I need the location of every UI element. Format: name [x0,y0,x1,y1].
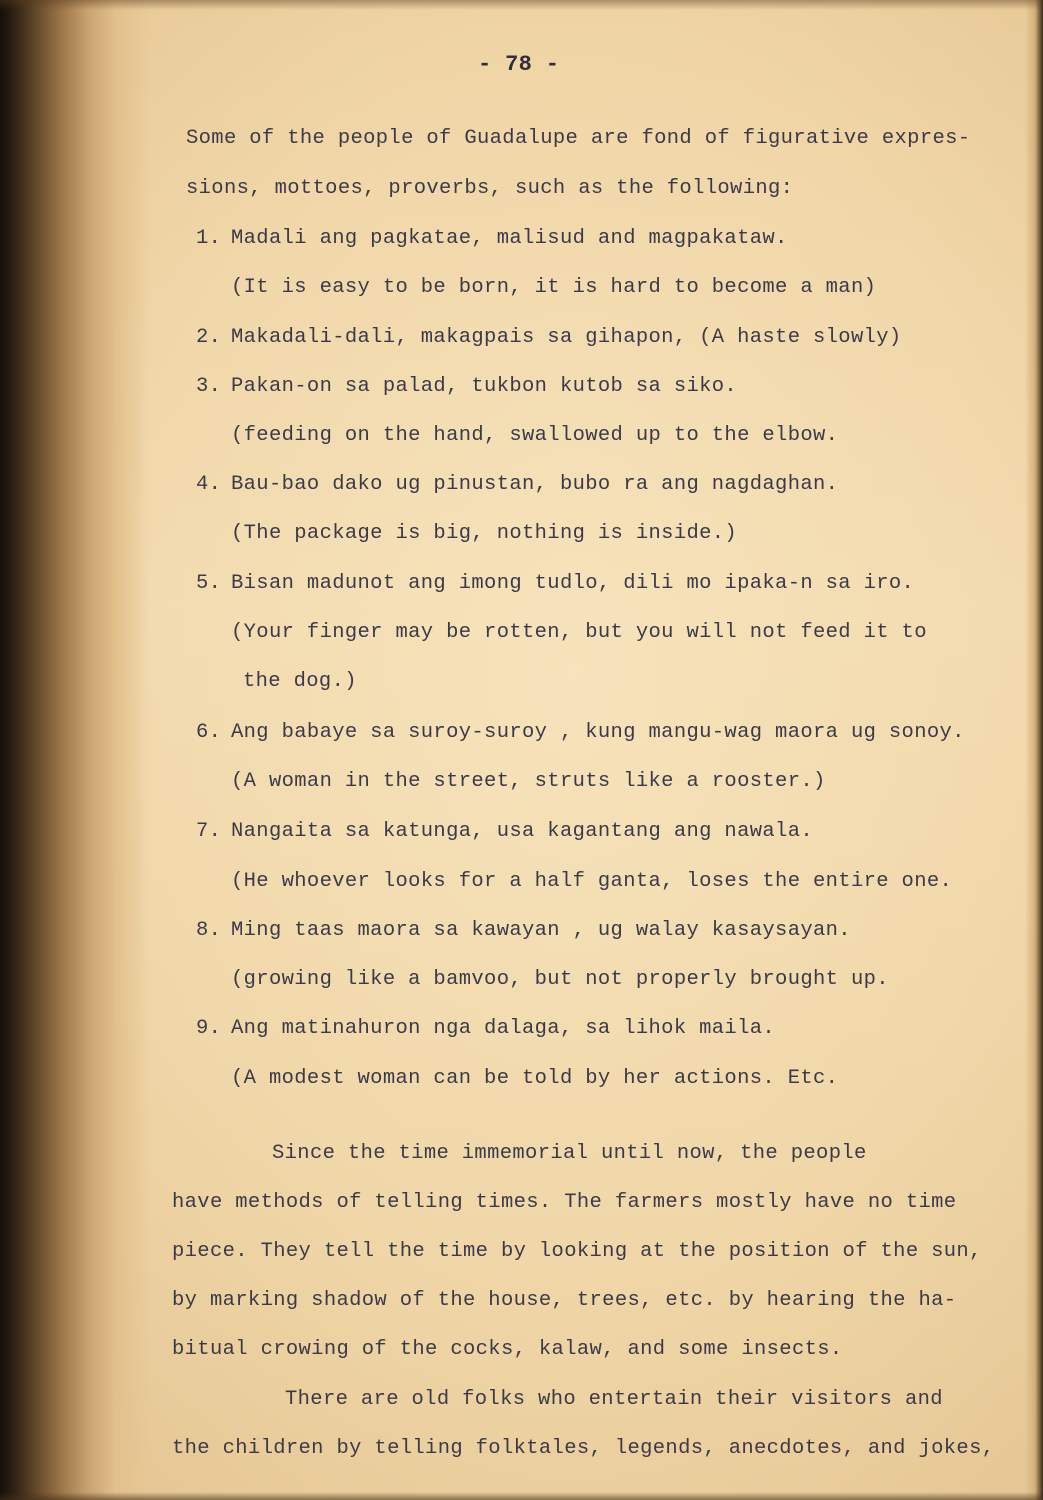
paragraph-line: bitual crowing of the cocks, kalaw, and some insects. [172,1338,843,1361]
proverb-translation: (He whoever looks for a half ganta, loses the entire one. [231,870,953,893]
proverb-text: Bisan madunot ang imong tudlo, dili mo ipaka-n sa iro. [231,572,915,595]
proverb-number: 5. [196,572,222,595]
proverb-translation: (Your finger may be rotten, but you will not feed it to [231,621,927,644]
paragraph-line: have methods of telling times. The farmers mostly have no time [172,1191,957,1214]
proverb-translation: (It is easy to be born, it is hard to become a man) [231,276,877,299]
proverb-text: Nangaita sa katunga, usa kagantang ang nawala. [231,820,813,843]
paragraph-line: There are old folks who entertain their visitors and [285,1388,943,1411]
proverb-translation: (feeding on the hand, swallowed up to the elbow. [231,424,839,447]
proverb-number: 2. [196,326,222,349]
intro-line: sions, mottoes, proverbs, such as the following: [186,177,794,200]
page-right-edge [1025,0,1043,1500]
proverb-text: Bau-bao dako ug pinustan, bubo ra ang nagdaghan. [231,473,839,496]
proverb-text: Ang babaye sa suroy-suroy , kung mangu-wag maora ug sonoy. [231,721,965,744]
paragraph-line: Since the time immemorial until now, the people [272,1142,867,1165]
proverb-text: Madali ang pagkatae, malisud and magpakataw. [231,227,788,250]
intro-line: Some of the people of Guadalupe are fond of figurative expres- [186,127,971,150]
page-number: - 78 - [478,52,560,77]
proverb-number: 4. [196,473,222,496]
paragraph-line: piece. They tell the time by looking at the position of the sun, [172,1240,982,1263]
page-bottom-edge [0,1492,1043,1500]
proverb-translation: (A modest woman can be told by her actions. Etc. [231,1067,839,1090]
book-binding-shadow [0,0,150,1500]
proverb-number: 9. [196,1017,222,1040]
proverb-text: Ang matinahuron nga dalaga, sa lihok maila. [231,1017,776,1040]
proverb-number: 6. [196,721,222,744]
page-top-edge [0,0,1043,10]
proverb-translation: (The package is big, nothing is inside.) [231,522,738,545]
paragraph-line: the children by telling folktales, legends, anecdotes, and jokes, [172,1437,995,1460]
paragraph-line: by marking shadow of the house, trees, etc. by hearing the ha- [172,1289,957,1312]
proverb-translation: (growing like a bamvoo, but not properly brought up. [231,968,889,991]
proverb-number: 8. [196,919,222,942]
proverb-number: 1. [196,227,222,250]
proverb-text: Pakan-on sa palad, tukbon kutob sa siko. [231,375,738,398]
proverb-translation: (A woman in the street, struts like a rooster.) [231,770,826,793]
proverb-text: Ming taas maora sa kawayan , ug walay kasaysayan. [231,919,851,942]
proverb-text: Makadali-dali, makagpais sa gihapon, (A haste slowly) [231,326,902,349]
proverb-translation: the dog.) [243,670,357,693]
proverb-number: 7. [196,820,222,843]
proverb-number: 3. [196,375,222,398]
